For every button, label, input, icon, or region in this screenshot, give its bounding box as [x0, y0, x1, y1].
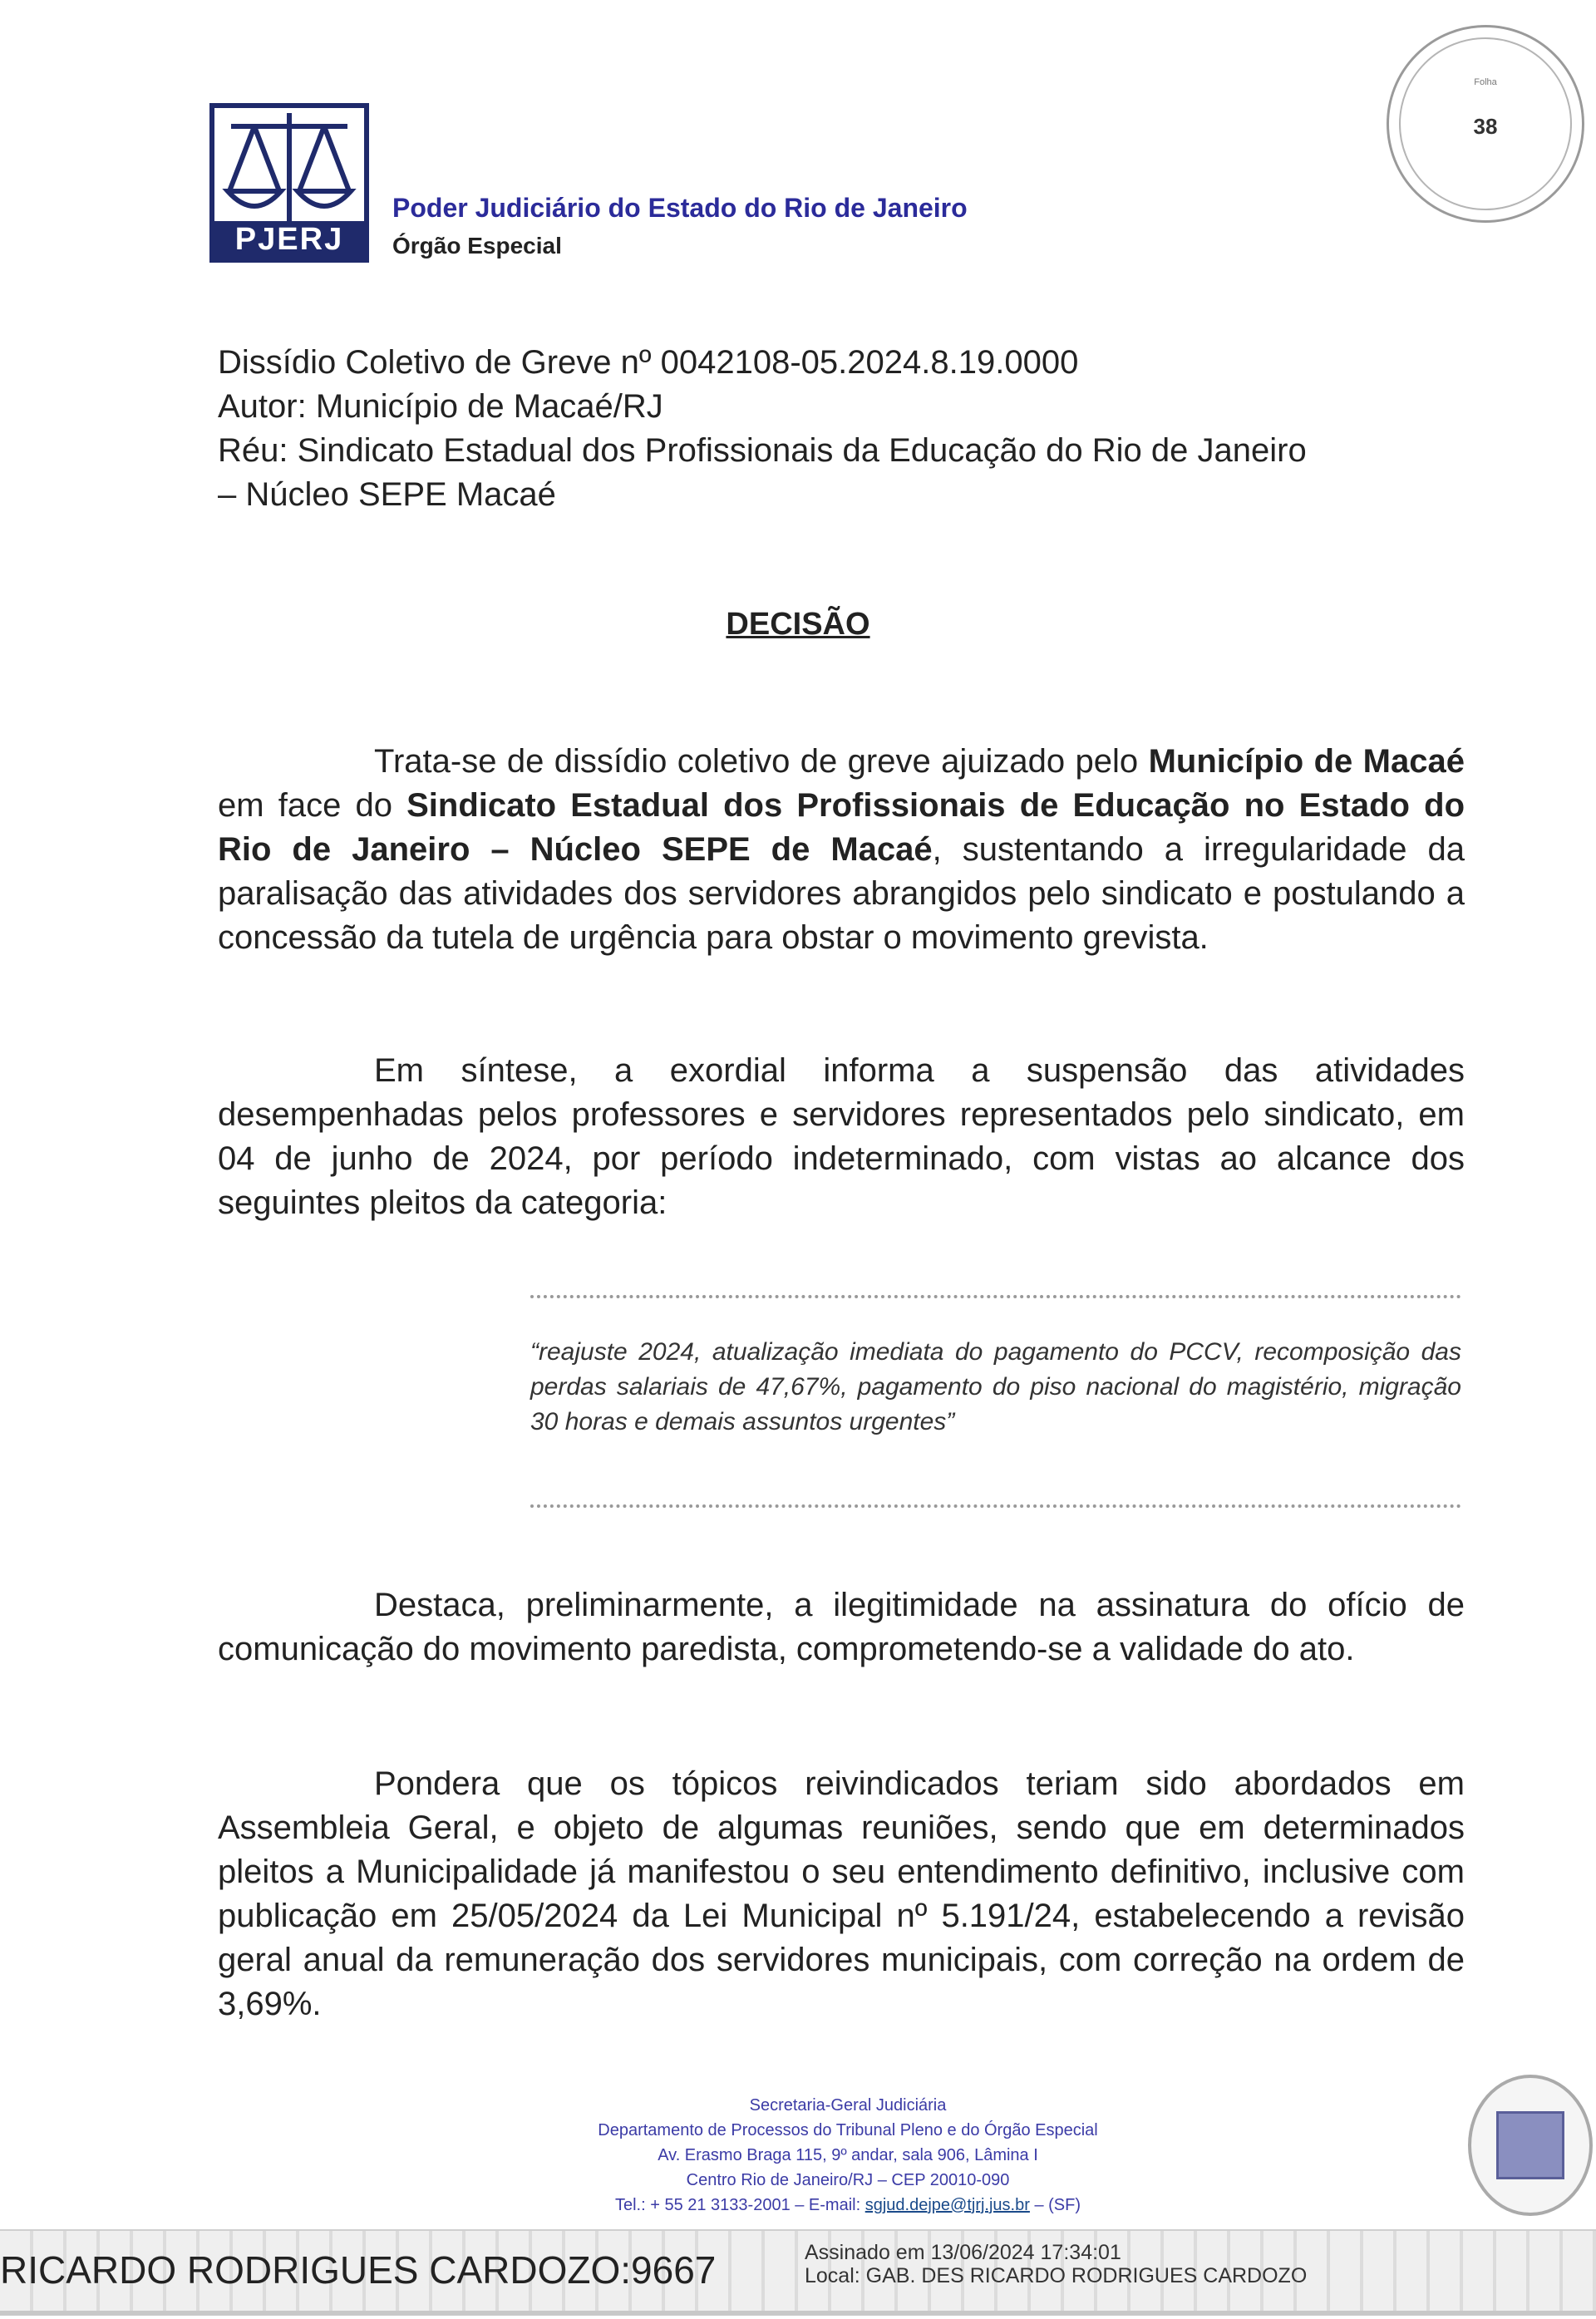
text-run: , sustentando a irregularidade da paralisação das atividades dos servidores abrangidos pelo sindicato e postulando a concessão da tutela de urgência para obstar o movimento grevista.	[218, 831, 1465, 956]
block-quote: “reajuste 2024, atualização imediata do pagamento do PCCV, recomposição das perdas salariais de 47,67%, pagamento do piso nacional do magistério, migração 30 horas e demais assuntos urgentes”	[530, 1338, 1461, 1435]
text-run: Trata-se de dissídio coletivo de greve ajuizado pelo	[374, 743, 1149, 780]
paragraph-3	[218, 1583, 1465, 1672]
quote-top-divider	[530, 1295, 1461, 1298]
signer-name: RICARDO RODRIGUES CARDOZO:9667	[0, 2248, 717, 2292]
logo-text: PJERJ	[214, 221, 364, 258]
case-defendant-cont: – Núcleo SEPE Macaé	[218, 476, 556, 513]
document-title: DECISÃO	[726, 607, 870, 642]
bold-party-defendant: Sindicato Estadual dos Profissionais de Educação no Estado do Rio de Janeiro – Núcleo SEPE de Macaé	[218, 787, 1465, 868]
footer-address	[432, 2093, 1264, 2218]
footer-suffix: – (SF)	[1029, 2196, 1081, 2214]
signature-location: Local: GAB. DES RICARDO RODRIGUES CARDOZO	[805, 2264, 1308, 2287]
signed-at: Assinado em 13/06/2024 17:34:01	[805, 2241, 1121, 2264]
footer-line: Centro Rio de Janeiro/RJ – CEP 20010-090	[686, 2171, 1010, 2189]
text-run: Pondera que os tópicos reivindicados teriam sido abordados em Assembleia Geral, e objeto de algumas reuniões, sendo que em determinados pleitos a Municipalidade já manifestou o seu entendimento definitivo, inclusive com publicação em 25/05/2024 da Lei Municipal nº 5.191/24, estabelecendo a revisão geral anual da remuneração dos servidores municipais, com correção na ordem de 3,69%.	[218, 1765, 1465, 2022]
tribunal-seal-icon	[1468, 2075, 1593, 2216]
footer-line: Departamento de Processos do Tribunal Pleno e do Órgão Especial	[598, 2121, 1098, 2139]
case-info	[218, 341, 1473, 517]
stamp-label: Folha	[1474, 77, 1497, 87]
bold-party-plaintiff: Município de Macaé	[1148, 743, 1465, 780]
footer-phone: Tel.: + 55 21 3133-2001 – E-mail:	[614, 2196, 865, 2214]
organization-subtitle: Órgão Especial	[392, 233, 562, 258]
footer-email-link[interactable]: sgjud.dejpe@tjrj.jus.br	[864, 2196, 1030, 2214]
footer-contact-line	[432, 2193, 1264, 2218]
quote-bottom-divider	[530, 1504, 1461, 1508]
text-run: em face do	[218, 787, 407, 824]
page-number-stamp	[1387, 25, 1584, 223]
digital-signature-bar	[0, 2229, 1596, 2316]
scales-of-justice-icon	[214, 108, 364, 224]
paragraph-2	[218, 1049, 1465, 1225]
seal-emblem	[1496, 2111, 1564, 2179]
pjerj-logo	[209, 103, 369, 263]
organization-name: Poder Judiciário do Estado do Rio de Janeiro	[392, 193, 968, 223]
paragraph-4	[218, 1762, 1465, 2026]
signature-meta	[805, 2241, 1307, 2287]
page-number: 38	[1473, 114, 1498, 139]
case-number: Dissídio Coletivo de Greve nº 0042108-05.2024.8.19.0000	[218, 344, 1079, 381]
text-run: Destaca, preliminarmente, a ilegitimidade na assinatura do ofício de comunicação do movimento paredista, comprometendo-se a validade do ato.	[218, 1587, 1465, 1667]
case-defendant: Réu: Sindicato Estadual dos Profissionais da Educação do Rio de Janeiro	[218, 432, 1307, 469]
footer-line: Secretaria-Geral Judiciária	[749, 2096, 947, 2115]
text-run: Em síntese, a exordial informa a suspensão das atividades desempenhadas pelos professores e servidores representados pelo sindicato, em 04 de junho de 2024, por período indeterminado, com vistas ao alcance dos seguintes pleitos da categoria:	[218, 1052, 1465, 1221]
paragraph-1	[218, 740, 1465, 960]
footer-line: Av. Erasmo Braga 115, 9º andar, sala 906, Lâmina I	[658, 2146, 1038, 2164]
case-plaintiff: Autor: Município de Macaé/RJ	[218, 388, 663, 425]
